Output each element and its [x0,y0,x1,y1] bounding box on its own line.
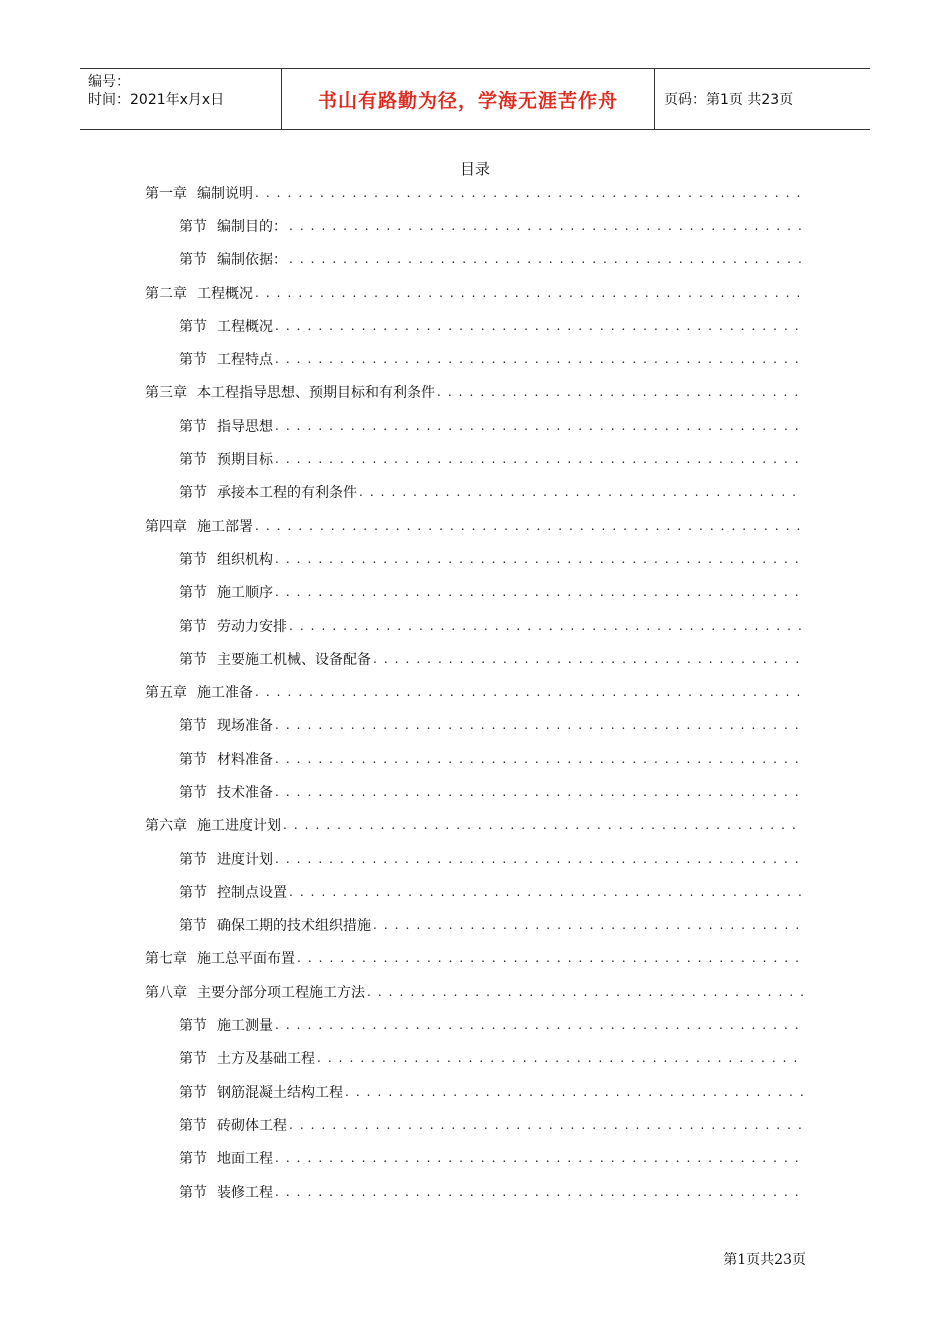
toc-entry-label: 第节 [179,452,207,469]
toc-entry-label: 第节 [179,1151,207,1168]
toc-entry-label: 第节 [179,718,207,735]
toc-entry-label: 第七章 [145,951,187,968]
toc-dot-leader [289,250,803,268]
toc-entry-label: 第节 [179,551,207,568]
toc-dot-leader [275,850,803,868]
toc-entry-title: 材料准备 [217,751,273,768]
toc-entry-label: 第一章 [145,185,187,202]
toc-chapter-entry[interactable] [145,509,803,542]
toc-entry-label: 第节 [179,918,207,935]
toc-title: 目录 [459,160,490,178]
toc-entry-title: 编制目的： [217,218,287,235]
toc-entry-title: 组织机构 [217,551,273,568]
toc-dot-leader [275,583,803,601]
toc-chapter-entry[interactable] [145,376,803,409]
toc-dot-leader [359,483,803,501]
toc-chapter-entry[interactable] [145,975,803,1008]
toc-dot-leader [255,517,803,535]
toc-chapter-entry[interactable] [145,942,803,975]
page-footer: 第1页共23页 [723,1252,806,1268]
toc-dot-leader [289,1116,803,1134]
toc-dot-leader [275,1149,803,1167]
toc-entry-title: 编制说明 [197,185,253,202]
toc-entry-title: 主要分部分项工程施工方法 [197,984,365,1001]
toc-dot-leader [275,1016,803,1034]
toc-entry-title: 工程概况 [197,285,253,302]
table-of-contents [145,176,803,1208]
toc-entry-title: 编制依据： [217,252,287,269]
header-meta [80,69,282,129]
toc-section-entry[interactable] [145,576,803,609]
toc-entry-label: 第节 [179,651,207,668]
toc-dot-leader [289,217,803,235]
toc-entry-label: 第节 [179,751,207,768]
toc-dot-leader [275,716,803,734]
toc-chapter-entry[interactable] [145,176,803,209]
toc-entry-label: 第节 [179,218,207,235]
toc-chapter-entry[interactable] [145,675,803,708]
toc-dot-leader [437,383,803,401]
toc-chapter-entry[interactable] [145,276,803,309]
toc-entry-title: 地面工程 [217,1151,273,1168]
toc-section-entry[interactable] [145,1108,803,1141]
toc-section-entry[interactable] [145,442,803,475]
toc-entry-title: 施工顺序 [217,585,273,602]
toc-section-entry[interactable] [145,1142,803,1175]
toc-entry-label: 第节 [179,784,207,801]
toc-dot-leader [275,550,803,568]
toc-dot-leader [275,1183,803,1201]
toc-entry-title: 施工准备 [197,685,253,702]
toc-dot-leader [275,450,803,468]
toc-section-entry[interactable] [145,409,803,442]
toc-entry-label: 第六章 [145,818,187,835]
toc-entry-label: 第节 [179,485,207,502]
header-motto-cell [282,69,655,129]
toc-entry-label: 第节 [179,851,207,868]
toc-section-entry[interactable] [145,709,803,742]
toc-dot-leader [275,750,803,768]
toc-entry-title: 施工总平面布置 [197,951,295,968]
toc-section-entry[interactable] [145,909,803,942]
toc-section-entry[interactable] [145,742,803,775]
toc-entry-label: 第节 [179,318,207,335]
toc-section-entry[interactable] [145,642,803,675]
toc-section-entry[interactable] [145,542,803,575]
toc-dot-leader [297,949,803,967]
toc-section-entry[interactable] [145,209,803,242]
toc-entry-title: 土方及基础工程 [217,1051,315,1068]
toc-entry-label: 第八章 [145,984,187,1001]
toc-dot-leader [289,883,803,901]
toc-entry-title: 工程概况 [217,318,273,335]
toc-dot-leader [345,1083,803,1101]
header-page-info: 页码：第1页 共23页 [664,92,794,108]
toc-entry-label: 第五章 [145,685,187,702]
toc-dot-leader [289,617,803,635]
toc-entry-title: 施工测量 [217,1018,273,1035]
toc-section-entry[interactable] [145,243,803,276]
toc-dot-leader [317,1049,803,1067]
toc-entry-label: 第节 [179,585,207,602]
toc-entry-title: 砖砌体工程 [217,1117,287,1134]
toc-dot-leader [373,916,803,934]
toc-dot-leader [283,816,803,834]
toc-entry-title: 确保工期的技术组织措施 [217,918,371,935]
toc-entry-label: 第节 [179,1184,207,1201]
toc-entry-title: 预期目标 [217,452,273,469]
toc-entry-label: 第节 [179,1051,207,1068]
toc-entry-label: 第节 [179,1084,207,1101]
toc-entry-title: 承接本工程的有利条件 [217,485,357,502]
toc-entry-title: 工程特点 [217,352,273,369]
toc-section-entry[interactable] [145,476,803,509]
toc-dot-leader [275,417,803,435]
toc-entry-label: 第节 [179,252,207,269]
toc-entry-title: 控制点设置 [217,884,287,901]
document-date: 时间：2021年x月x日 [88,92,225,108]
toc-entry-title: 劳动力安排 [217,618,287,635]
toc-entry-label: 第节 [179,1018,207,1035]
toc-dot-leader [255,683,803,701]
toc-section-entry[interactable] [145,875,803,908]
toc-entry-title: 主要施工机械、设备配备 [217,651,371,668]
toc-dot-leader [275,317,803,335]
toc-section-entry[interactable] [145,775,803,808]
toc-entry-label: 第节 [179,418,207,435]
toc-section-entry[interactable] [145,1175,803,1208]
toc-entry-label: 第二章 [145,285,187,302]
toc-entry-label: 第节 [179,1117,207,1134]
toc-section-entry[interactable] [145,1008,803,1041]
toc-dot-leader [367,983,803,1001]
toc-section-entry[interactable] [145,342,803,375]
toc-entry-title: 进度计划 [217,851,273,868]
document-number-label: 编号： [88,74,130,90]
toc-dot-leader [255,184,803,202]
toc-entry-title: 钢筋混凝土结构工程 [217,1084,343,1101]
toc-chapter-entry[interactable] [145,809,803,842]
toc-entry-title: 装修工程 [217,1184,273,1201]
toc-entry-title: 施工进度计划 [197,818,281,835]
toc-entry-title: 技术准备 [217,784,273,801]
toc-dot-leader [255,284,803,302]
toc-entry-label: 第节 [179,618,207,635]
toc-entry-label: 第节 [179,352,207,369]
toc-section-entry[interactable] [145,842,803,875]
toc-section-entry[interactable] [145,1042,803,1075]
toc-entry-label: 第四章 [145,518,187,535]
toc-entry-title: 施工部署 [197,518,253,535]
toc-entry-title: 本工程指导思想、预期目标和有利条件 [197,385,435,402]
toc-dot-leader [275,783,803,801]
toc-dot-leader [373,650,803,668]
header-motto: 书山有路勤为径，学海无涯苦作舟 [317,89,618,112]
toc-entry-label: 第节 [179,884,207,901]
toc-entry-title: 指导思想 [217,418,273,435]
toc-section-entry[interactable] [145,1075,803,1108]
toc-entry-title: 现场准备 [217,718,273,735]
toc-entry-label: 第三章 [145,385,187,402]
toc-dot-leader [275,350,803,368]
page-header [80,68,870,130]
toc-section-entry[interactable] [145,609,803,642]
toc-section-entry[interactable] [145,309,803,342]
header-page-info-cell [655,69,870,129]
